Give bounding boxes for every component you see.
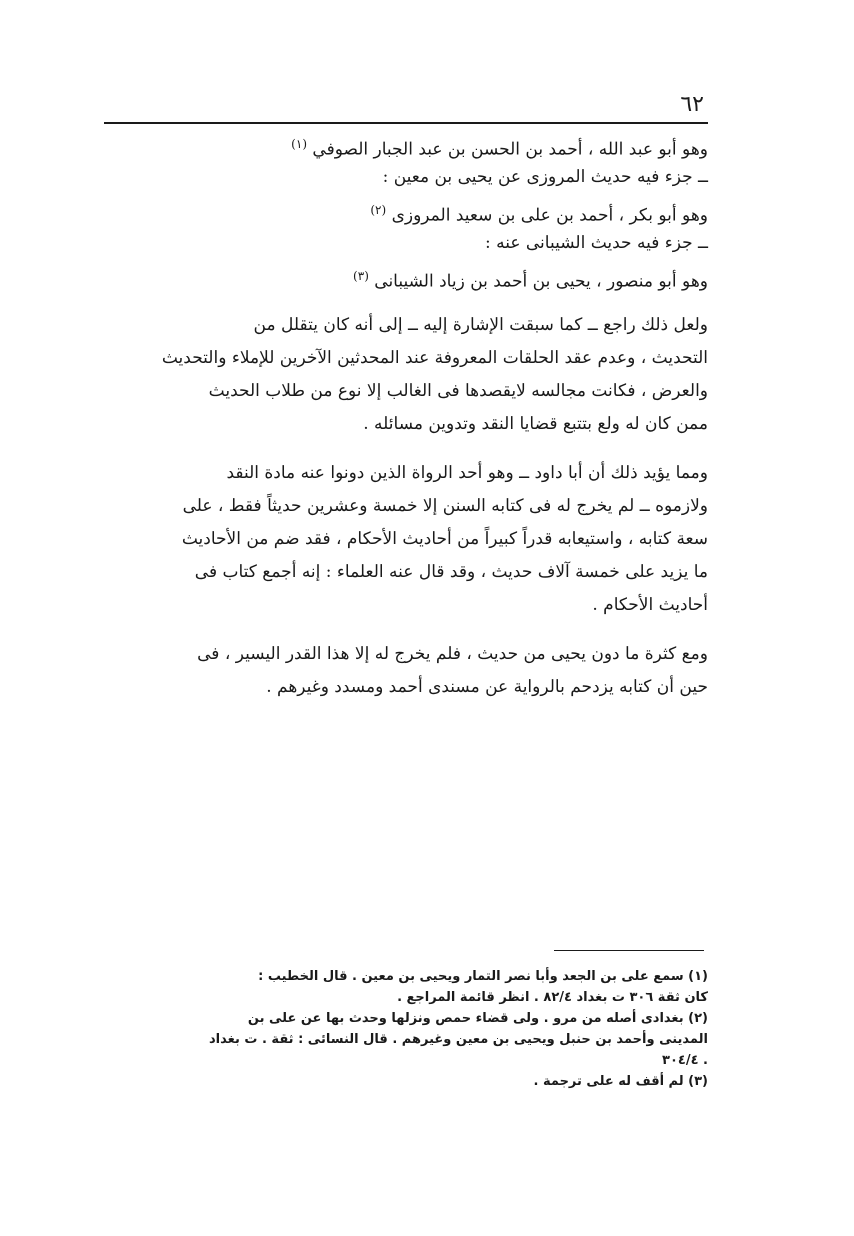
body-text <box>138 128 708 704</box>
footnotes <box>104 966 708 1092</box>
footnote-line: (٢) بغدادى أصله من مرو . ولى قضاء حمص ونزلها وحدث بها عن على بن <box>247 1011 708 1026</box>
footnote-line: كان ثقة ٣٠٦ ت بغداد ٨٢/٤ . انظر قائمة المراجع . <box>397 990 708 1005</box>
paragraph-3 <box>138 638 708 704</box>
list-entry-line: وهو أبو منصور ، يحيى بن أحمد بن زياد الشيبانى $^{(٣)}$ <box>353 269 708 292</box>
footnote-ref: (٣) <box>353 269 369 283</box>
paragraph-line: حين أن كتابه يزدحم بالرواية عن مسندى أحمد ومسدد وغيرهم . <box>266 677 708 697</box>
paragraph-line: أحاديث الأحكام . <box>592 595 708 615</box>
paragraph-line: ما يزيد على خمسة آلاف حديث ، وقد قال عنه العلماء : إنه أجمع كتاب فى <box>194 562 708 582</box>
footnote-line: (١) سمع على بن الجعد وأبا نصر التمار ويحيى بن معين . قال الخطيب : <box>258 969 708 984</box>
list-entry-line: وهو أبو بكر ، أحمد بن على بن سعيد المروزى $^{(٢)}$ <box>370 203 708 226</box>
paragraph-line: ومما يؤيد ذلك أن أبا داود ــ وهو أحد الرواة الذين دونوا عنه مادة النقد <box>226 463 708 483</box>
paragraph-line: ممن كان له ولع بتتبع قضايا النقد وتدوين مسائله . <box>363 414 708 434</box>
footnote-ref: (١) <box>291 137 307 151</box>
footnote-rule <box>554 950 704 951</box>
list-entry-line: ــ جزء فيه حديث الشيبانى عنه : <box>484 233 708 253</box>
paragraph-line: والعرض ، فكانت مجالسه لايقصدها فى الغالب إلا نوع من طلاب الحديث <box>208 381 708 401</box>
footnote-line: (٣) لم أقف له على ترجمة . <box>533 1074 708 1089</box>
paragraph-line: سعة كتابه ، واستيعابه قدراً كبيراً من أحاديث الأحكام ، فقد ضم من الأحاديث <box>181 529 708 549</box>
footnote-ref: (٢) <box>370 203 387 217</box>
paragraph-line: التحديث ، وعدم عقد الحلقات المعروفة عند المحدثين الآخرين للإملاء والتحديث <box>161 348 708 368</box>
header-rule <box>104 122 708 124</box>
list-entry-line: وهو أبو عبد الله ، أحمد بن الحسن بن عبد الجبار الصوفي $^{(١)}$ <box>291 137 708 160</box>
paragraph-line: ومع كثرة ما دون يحيى من حديث ، فلم يخرج له إلا هذا القدر اليسير ، فى <box>197 644 708 664</box>
paragraph-2 <box>138 457 708 622</box>
list-entry-line: ــ جزء فيه حديث المروزى عن يحيى بن معين : <box>382 167 708 187</box>
paragraph-line: ولعل ذلك راجع ــ كما سبقت الإشارة إليه ــ إلى أنه كان يتقلل من <box>253 315 708 335</box>
paragraph-line: ولازموه ــ لم يخرج له فى كتابه السنن إلا خمسة وعشرين حديثاً فقط ، على <box>182 496 708 516</box>
paragraph-1 <box>138 309 708 441</box>
footnote-line: . ٣٠٤/٤ <box>662 1053 708 1068</box>
page-number: ٦٢ <box>680 92 704 117</box>
footnote-line: المدينى وأحمد بن حنبل ويحيى بن معين وغيرهم . قال النسائى : ثقة . ت بغداد <box>209 1032 708 1047</box>
